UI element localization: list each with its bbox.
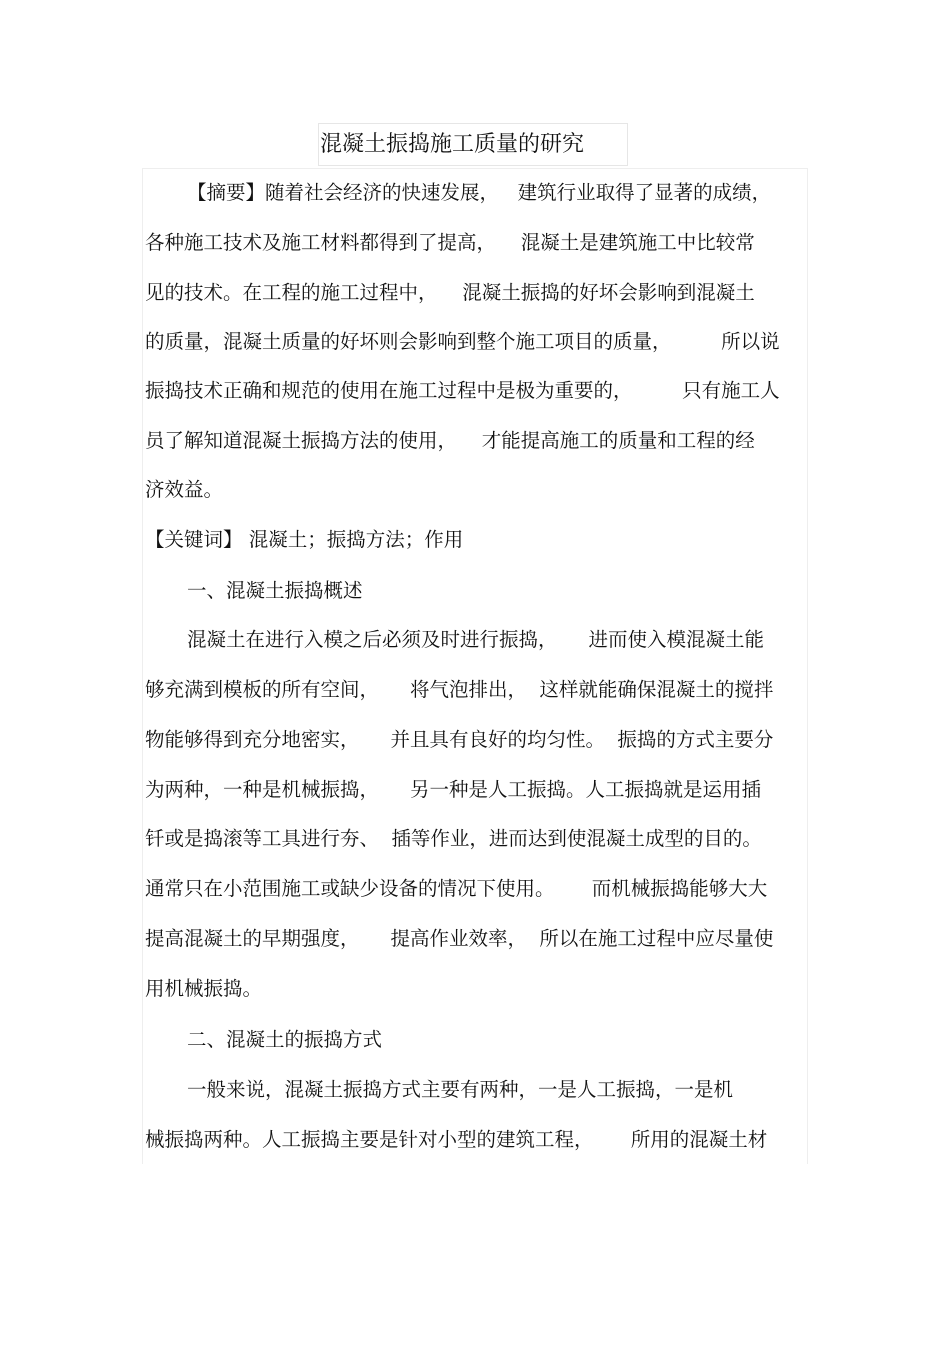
section2-line-1: 一般来说，混凝土振捣方式主要有两种，一是人工振捣，一是机 — [187, 1078, 734, 1101]
abstract-line-3: 见的技术。在工程的施工过程中， 混凝土振捣的好坏会影响到混凝土 — [145, 281, 755, 304]
abstract-line-4: 的质量，混凝土质量的好坏则会影响到整个施工项目的质量， 所以说 — [145, 330, 780, 353]
abstract-line-7: 济效益。 — [145, 478, 224, 501]
section2-line-2: 械振捣两种。人工振捣主要是针对小型的建筑工程， 所用的混凝土材 — [145, 1128, 768, 1151]
section1-line-4: 为两种，一种是机械振捣， 另一种是人工振捣。人工振捣就是运用插 — [145, 778, 761, 801]
text-frame — [142, 168, 808, 1164]
page-title: 混凝土振捣施工质量的研究 — [320, 132, 585, 157]
section1-line-3: 物能够得到充分地密实， 并且具有良好的均匀性。 振捣的方式主要分 — [145, 728, 774, 751]
keywords-line: 【关键词】 混凝土；振捣方法；作用 — [145, 528, 464, 551]
section1-line-5: 钎或是捣滚等工具进行夯、 插等作业，进而达到使混凝土成型的目的。 — [145, 827, 762, 850]
section1-line-6: 通常只在小范围施工或缺少设备的情况下使用。 而机械振捣能够大大 — [145, 877, 768, 900]
section1-heading: 一、混凝土振捣概述 — [187, 579, 363, 602]
abstract-line-2: 各种施工技术及施工材料都得到了提高， 混凝土是建筑施工中比较常 — [145, 231, 755, 254]
section1-line-1: 混凝土在进行入模之后必须及时进行振捣， 进而使入模混凝土能 — [187, 628, 764, 651]
section2-heading: 二、混凝土的振捣方式 — [187, 1028, 383, 1051]
section1-line-2: 够充满到模板的所有空间， 将气泡排出， 这样就能确保混凝土的搅拌 — [145, 678, 774, 701]
abstract-line-6: 员了解知道混凝土振捣方法的使用， 才能提高施工的质量和工程的经 — [145, 429, 755, 452]
section1-line-7: 提高混凝土的早期强度， 提高作业效率， 所以在施工过程中应尽量使 — [145, 927, 774, 950]
abstract-line-1: 【摘要】随着社会经济的快速发展， 建筑行业取得了显著的成绩， — [187, 181, 772, 204]
section1-line-8: 用机械振捣。 — [145, 977, 263, 1000]
abstract-line-5: 振捣技术正确和规范的使用在施工过程中是极为重要的， 只有施工人 — [145, 379, 780, 402]
